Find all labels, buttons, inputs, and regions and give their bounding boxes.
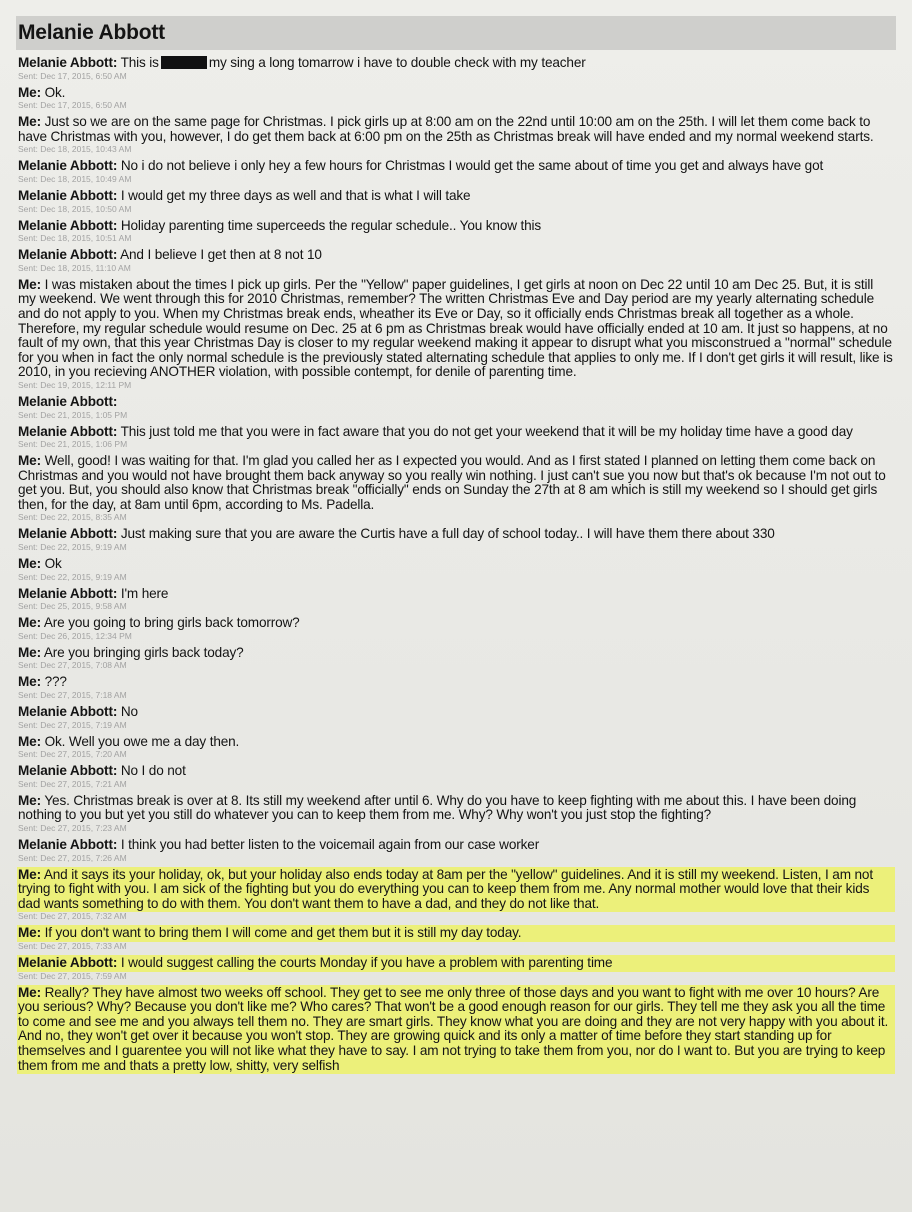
message-text: I'm here xyxy=(120,585,169,601)
message-text: If you don't want to bring them I will come and get them but it is still my day today. xyxy=(44,925,522,941)
message-line xyxy=(18,705,894,720)
redaction-bar xyxy=(161,56,207,69)
message-timestamp: Sent: Dec 27, 2015, 7:32 AM xyxy=(18,911,127,922)
message-item xyxy=(18,735,894,761)
message-line xyxy=(18,395,894,410)
message-line xyxy=(18,219,894,234)
message-item xyxy=(18,425,894,451)
message-item xyxy=(18,616,894,642)
message-line xyxy=(18,159,894,174)
message-text: Ok xyxy=(44,556,62,572)
message-item xyxy=(18,557,894,583)
message-text: I would suggest calling the courts Monday if you have a problem with parenting time xyxy=(120,954,613,970)
message-line xyxy=(18,794,894,823)
message-sender: Melanie Abbott: xyxy=(18,187,118,203)
message-sender: Melanie Abbott: xyxy=(18,763,118,779)
message-item xyxy=(18,764,894,790)
message-item xyxy=(18,794,894,834)
message-timestamp: Sent: Dec 18, 2015, 10:50 AM xyxy=(18,203,132,214)
message-timestamp: Sent: Dec 27, 2015, 7:20 AM xyxy=(18,749,127,760)
message-timestamp: Sent: Dec 27, 2015, 7:23 AM xyxy=(18,823,127,833)
message-line xyxy=(18,956,894,971)
message-sender: Me: xyxy=(18,733,41,749)
message-line xyxy=(18,764,894,779)
message-sender: Me: xyxy=(18,984,41,1000)
message-item xyxy=(18,454,894,523)
message-line xyxy=(18,675,894,690)
message-timestamp: Sent: Dec 27, 2015, 7:08 AM xyxy=(18,660,127,671)
message-line xyxy=(18,616,894,631)
message-sender: Melanie Abbott: xyxy=(18,585,118,601)
message-line xyxy=(18,587,894,602)
message-timestamp: Sent: Dec 21, 2015, 1:05 PM xyxy=(18,409,128,420)
message-sender: Me: xyxy=(18,925,41,941)
message-text: No i do not believe i only hey a few hours for Christmas I would get the same about of time you get and always have got xyxy=(120,158,824,174)
message-sender: Melanie Abbott: xyxy=(18,837,118,852)
message-item xyxy=(18,926,894,952)
message-text: Ok. Well you owe me a day then. xyxy=(44,733,240,749)
message-sender: Melanie Abbott: xyxy=(18,526,118,542)
message-text: Yes. Christmas break is over at 8. Its still my weekend after until 6. Why do you have to keep fighting with me about this. I have been doing nothing to you but yet you still do whatever you can to keep them from me. Why? Why won't you just stop the fighting? xyxy=(18,792,857,823)
message-sender: Melanie Abbott: xyxy=(18,247,118,263)
message-line xyxy=(18,56,894,71)
message-line xyxy=(18,278,894,380)
message-text: I think you had better listen to the voicemail again from our case worker xyxy=(120,837,540,852)
message-item xyxy=(18,705,894,731)
message-line xyxy=(18,189,894,204)
message-line xyxy=(18,527,894,542)
message-text: Holiday parenting time superceeds the regular schedule.. You know this xyxy=(120,217,542,233)
message-timestamp: Sent: Dec 27, 2015, 7:59 AM xyxy=(18,970,127,981)
message-text-prefix: This is xyxy=(120,55,159,70)
conversation-header xyxy=(16,16,896,50)
message-sender: Me: xyxy=(18,644,41,660)
message-timestamp: Sent: Dec 18, 2015, 10:43 AM xyxy=(18,144,132,155)
message-line xyxy=(18,86,894,101)
message-timestamp: Sent: Dec 21, 2015, 1:06 PM xyxy=(18,439,128,450)
message-text: Are you bringing girls back today? xyxy=(43,644,244,660)
message-line xyxy=(18,248,894,263)
message-list xyxy=(18,56,894,1073)
message-sender: Melanie Abbott: xyxy=(18,954,118,970)
message-sender: Melanie Abbott: xyxy=(18,704,118,720)
message-text: Are you going to bring girls back tomorrow? xyxy=(43,615,300,631)
message-line xyxy=(18,735,894,750)
message-item xyxy=(18,527,894,553)
message-line xyxy=(18,986,894,1074)
message-sender: Me: xyxy=(18,792,41,808)
message-timestamp: Sent: Dec 27, 2015, 7:26 AM xyxy=(18,852,127,863)
message-timestamp: Sent: Dec 27, 2015, 7:21 AM xyxy=(18,778,127,789)
message-item xyxy=(18,56,894,82)
message-sender: Me: xyxy=(18,276,41,292)
message-timestamp: Sent: Dec 27, 2015, 7:18 AM xyxy=(18,690,127,701)
contact-name-title: Melanie Abbott xyxy=(18,21,165,44)
message-timestamp: Sent: Dec 25, 2015, 9:58 AM xyxy=(18,601,127,612)
message-item xyxy=(18,675,894,701)
message-text: Ok. xyxy=(44,84,66,100)
message-sender: Me: xyxy=(18,114,41,130)
message-sender: Melanie Abbott: xyxy=(18,217,118,233)
message-item xyxy=(18,956,894,982)
message-text: No xyxy=(120,704,138,720)
message-timestamp: Sent: Dec 27, 2015, 7:19 AM xyxy=(18,719,127,730)
message-line xyxy=(18,115,894,144)
message-line xyxy=(18,454,894,512)
message-text: ??? xyxy=(44,674,67,690)
message-item xyxy=(18,189,894,215)
message-timestamp: Sent: Dec 22, 2015, 9:19 AM xyxy=(18,571,127,582)
message-timestamp: Sent: Dec 18, 2015, 11:10 AM xyxy=(18,262,131,273)
message-item xyxy=(18,868,894,923)
message-line xyxy=(18,838,894,853)
message-item xyxy=(18,159,894,185)
message-text: I was mistaken about the times I pick up girls. Per the "Yellow" paper guidelines, I get girls at noon on Dec 22 until 10 am Dec 25. But, it is still my weekend. We went through this for 2010 Christmas, remember? The written Christmas Eve and Day period are my yearly alternating schedule and do not apply to you. When my Christmas break ends, wheather its Eve or Day, so it officially ends Christmas break all together as a whole. Therefore, my regular schedule would resume on Dec. 25 at 6 pm as Christmas break would have officially ended at 10 am. It just so happens, at no fault of my own, that this year Christmas Day is closer to my regular weekend making it appear to disrupt what you misconstrued a "normal" schedule for you when in fact the only normal schedule is the previously stated alternating schedule that applies to only me. If I don't get girls it will result, like is 2010, in you recieving ANOTHER violation, with possible contempt, for denile of parenting time. xyxy=(18,276,893,380)
message-timestamp: Sent: Dec 19, 2015, 12:11 PM xyxy=(18,379,132,390)
message-timestamp: Sent: Dec 22, 2015, 8:35 AM xyxy=(18,512,127,523)
message-sender: Melanie Abbott: xyxy=(18,158,118,174)
message-item xyxy=(18,86,894,112)
message-sender: Me: xyxy=(18,866,41,882)
message-sender: Me: xyxy=(18,84,41,100)
message-item xyxy=(18,115,894,155)
message-text: Just making sure that you are aware the Curtis have a full day of school today.. I will have them there about 330 xyxy=(120,526,775,542)
message-sender: Me: xyxy=(18,674,41,690)
message-item xyxy=(18,838,894,864)
message-item xyxy=(18,278,894,391)
message-text: This just told me that you were in fact aware that you do not get your weekend that it will be my holiday time have a good day xyxy=(120,423,853,439)
message-timestamp: Sent: Dec 22, 2015, 9:19 AM xyxy=(18,542,127,553)
message-text: No I do not xyxy=(120,763,186,779)
message-sender: Me: xyxy=(18,556,41,572)
message-line xyxy=(18,868,894,912)
message-timestamp: Sent: Dec 27, 2015, 7:33 AM xyxy=(18,940,127,951)
message-timestamp: Sent: Dec 17, 2015, 6:50 AM xyxy=(18,70,127,81)
message-sender: Me: xyxy=(18,453,41,469)
message-text: Well, good! I was waiting for that. I'm glad you called her as I expected you would. And as I first stated I planned on letting them come back on Christmas and you would not have brought them back anyway so you really win nothing. I just can't sue you now but that's ok because I'm not out to get you. But, you should also know that Christmas break "officially" ends on Sunday the 27th at 8 am which is still my weekend so I should get girls then, for the day, at 8am until 6pm, according to Ms. Padella. xyxy=(18,453,886,512)
message-text: And I believe I get then at 8 not 10 xyxy=(120,247,322,263)
message-line xyxy=(18,926,894,941)
message-item xyxy=(18,248,894,274)
message-sender: Melanie Abbott: xyxy=(18,393,118,409)
message-text: I would get my three days as well and that is what I will take xyxy=(120,187,471,203)
message-sender: Me: xyxy=(18,615,41,631)
message-line xyxy=(18,646,894,661)
message-text: Really? They have almost two weeks off school. They get to see me only three of those days and you want to fight with me over 10 hours? Are you serious? Why? Because you don't like me? Who cares? That won't be a good enough reason for our girls. They tell me they ask you all the time to come and see me and you always tell them no. They are smart girls. They know what you are doing and they are not very happy with you about it. And no, they won't get over it because you won't stop. They are growing quick and its only a matter of time before they start standing up for themselves and I guarentee you will not like what they have to say. I am not trying to take them from you, nor do I want to. But you are trying to keep them from me and thats a pretty low, shitty, very selfish xyxy=(18,984,889,1073)
message-sender: Melanie Abbott: xyxy=(18,423,118,439)
message-sender: Melanie Abbott: xyxy=(18,55,118,70)
message-text: And it says its your holiday, ok, but your holiday also ends today at 8am per the "yellow" guidelines. And it is still my weekend. Listen, I am not trying to fight with you. I am sick of the fighting but you do everything you can to keep them from me. Any normal mother would love that their kids dad wants something to do with them. You don't want them to have a dad, and they do not like that. xyxy=(18,866,873,911)
message-item xyxy=(18,587,894,613)
message-timestamp: Sent: Dec 18, 2015, 10:51 AM xyxy=(18,233,132,244)
message-line xyxy=(18,425,894,440)
message-text: Just so we are on the same page for Christmas. I pick girls up at 8:00 am on the 22nd until 10:00 am on the 25th. I will let them come back to have Christmas with you, however, I do get them back at 6:00 pm on the 25th as Christmas break will have ended and my normal weekend starts. xyxy=(18,114,874,144)
message-timestamp: Sent: Dec 17, 2015, 6:50 AM xyxy=(18,100,127,111)
message-timestamp: Sent: Dec 26, 2015, 12:34 PM xyxy=(18,630,132,641)
message-item xyxy=(18,986,894,1074)
message-text: my sing a long tomarrow i have to double check with my teacher xyxy=(208,55,586,70)
message-item xyxy=(18,219,894,245)
message-item xyxy=(18,646,894,672)
message-line xyxy=(18,557,894,572)
message-timestamp: Sent: Dec 18, 2015, 10:49 AM xyxy=(18,173,132,184)
message-item xyxy=(18,395,894,421)
